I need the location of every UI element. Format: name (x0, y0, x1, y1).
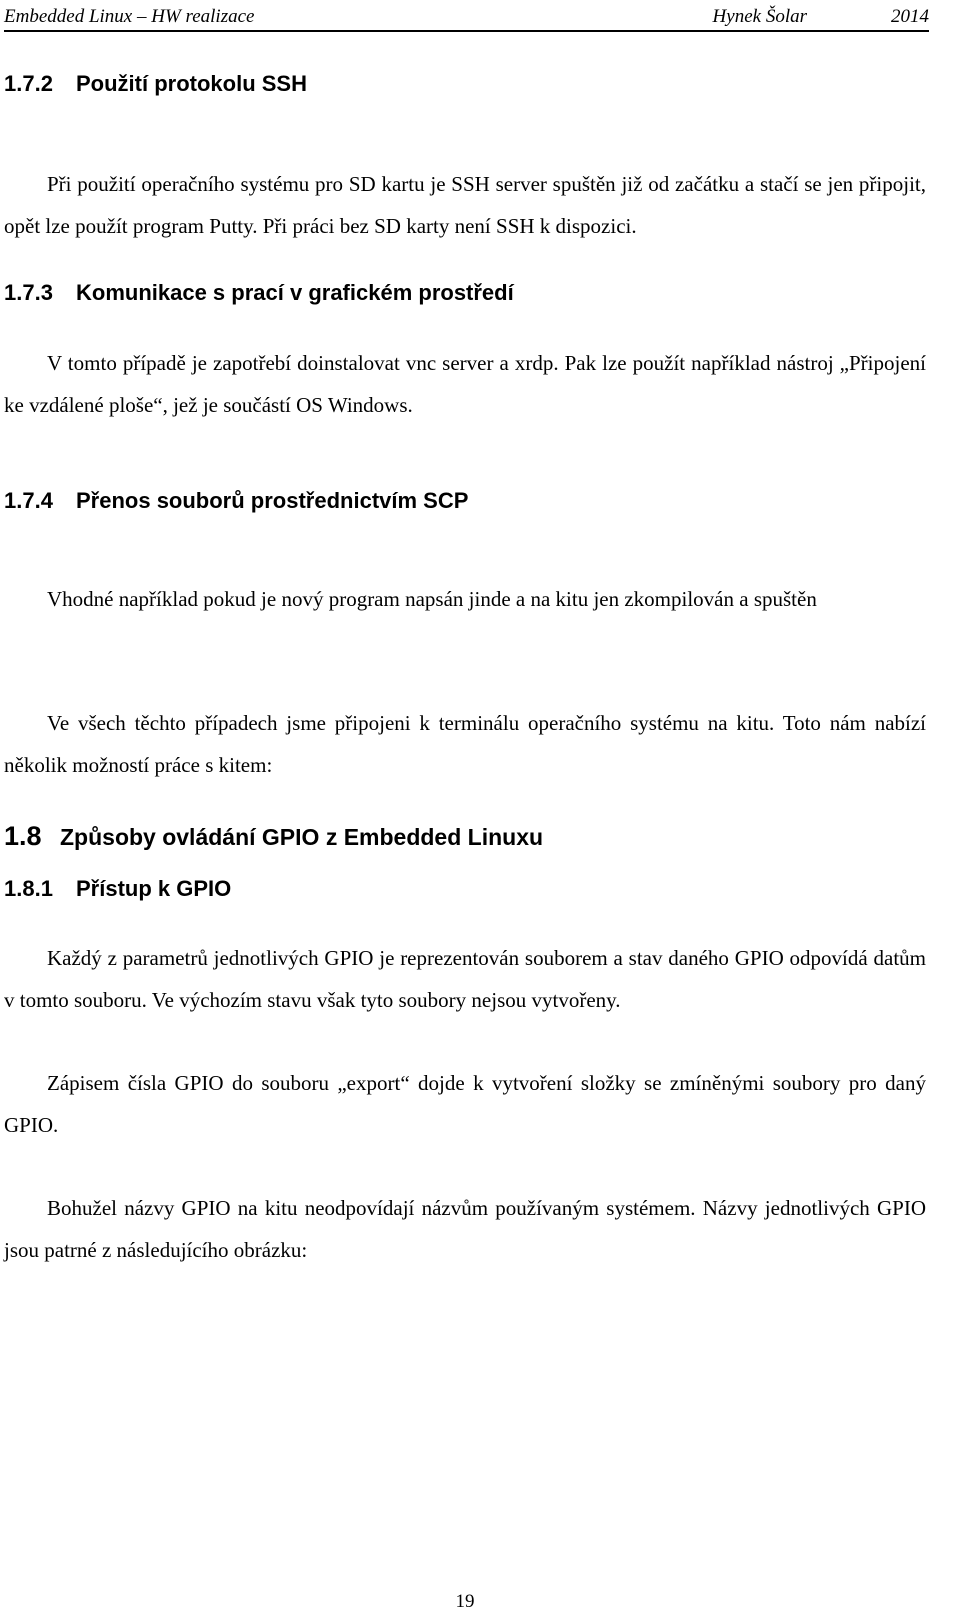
paragraph-ssh: Při použití operačního systému pro SD kartu je SSH server spuštěn již od začátku a stačí se jen připojit, opět lze použít program Putty. Při práci bez SD karty není SSH k dispozici. (4, 172, 926, 238)
paragraph-graphical: V tomto případě je zapotřebí doinstalovat vnc server a xrdp. Pak lze použít například nástroj „Připojení ke vzdálené ploše“, jež je součástí OS Windows. (4, 351, 926, 417)
section-heading-1-8 (4, 822, 543, 851)
section-heading-1-7-2 (4, 71, 307, 97)
section-heading-1-7-4 (4, 488, 468, 514)
paragraph-gpio-export: Zápisem čísla GPIO do souboru „export“ dojde k vytvoření složky se zmíněnými soubory pro daný GPIO. (4, 1071, 926, 1137)
paragraph-gpio-names: Bohužel názvy GPIO na kitu neodpovídají názvům používaným systémem. Názvy jednotlivých GPIO jsou patrné z následujícího obrázku: (4, 1196, 926, 1262)
section-number: 1.8 (4, 821, 42, 851)
section-heading-1-7-3 (4, 280, 514, 306)
section-number: 1.7.2 (4, 71, 53, 96)
section-title: Způsoby ovládání GPIO z Embedded Linuxu (60, 824, 544, 850)
section-heading-1-8-1 (4, 876, 231, 902)
section-title: Přenos souborů prostřednictvím SCP (76, 488, 469, 513)
header-document-title: Embedded Linux – HW realizace (4, 6, 255, 27)
paragraph-scp: Vhodné například pokud je nový program napsán jinde a na kitu jen zkompilován a spuštěn (47, 587, 817, 611)
section-number: 1.7.3 (4, 280, 53, 305)
section-number: 1.7.4 (4, 488, 53, 513)
paragraph-terminal: Ve všech těchto případech jsme připojeni k terminálu operačního systému na kitu. Toto nám nabízí několik možností práce s kitem: (4, 711, 926, 777)
section-title: Přístup k GPIO (76, 876, 232, 901)
paragraph-gpio-files: Každý z parametrů jednotlivých GPIO je reprezentován souborem a stav daného GPIO odpovídá datům v tomto souboru. Ve výchozím stavu však tyto soubory nejsou vytvořeny. (4, 946, 926, 1012)
header-year: 2014 (891, 6, 929, 27)
page-number: 19 (455, 1591, 475, 1612)
section-title: Komunikace s prací v grafickém prostředí (76, 280, 514, 305)
running-header (4, 4, 929, 32)
header-author: Hynek Šolar (712, 6, 807, 27)
section-title: Použití protokolu SSH (76, 71, 307, 96)
section-number: 1.8.1 (4, 876, 53, 901)
